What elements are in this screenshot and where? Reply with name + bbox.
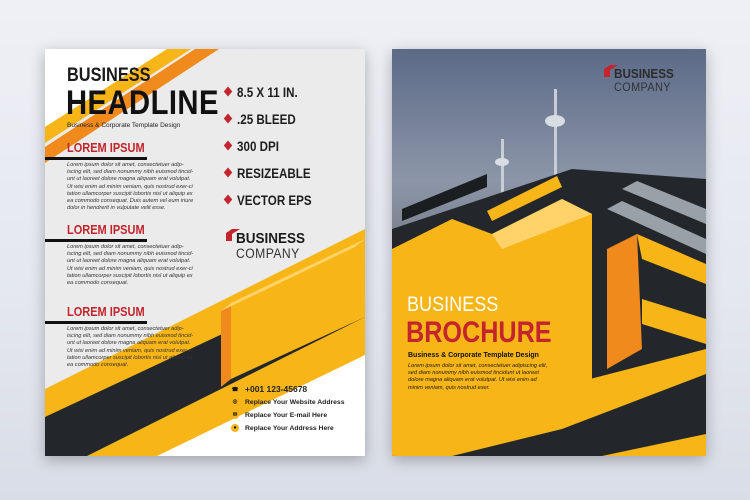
section-title-3: LOREM IPSUM — [67, 305, 145, 319]
headline-top: BUSINESS — [67, 65, 151, 86]
globe-icon: ◎ — [232, 399, 238, 405]
diamond-bullet-icon — [224, 114, 233, 124]
tower-tall-pod — [545, 115, 565, 127]
section-title-2: LOREM IPSUM — [67, 223, 145, 237]
phone-icon: ☎ — [231, 386, 239, 393]
brochure-subhead: Business & Corporate Template Design — [408, 352, 539, 359]
spec-item-bleed: .25 BLEED — [225, 112, 296, 127]
diamond-bullet-icon — [224, 168, 233, 178]
location-icon: ● — [231, 424, 239, 432]
section-rule-2 — [45, 239, 147, 242]
brochure-title-main: BROCHURE — [406, 316, 552, 349]
section-body-3: Lorem ipsum dolor sit amet, consectetuer adip-iscing elit, sed diam nonummy nibh euismod tincid-unt ut laoreet dolore magna aliquam erat volutpat. Ut wisi enim ad minim veniam, quis nostrud exer-ci tation ullamcorper suscipit lobortis nisl ut aliquip ex ea commodo consequat. — [67, 326, 194, 369]
diamond-bullet-icon — [224, 87, 233, 97]
headline-main: HEADLINE — [66, 84, 219, 122]
orange-e-side — [607, 234, 642, 369]
diamond-bullet-icon — [224, 141, 233, 151]
headline-subhead: Business & Corporate Template Design — [67, 122, 181, 129]
spec-item-resizeable: RESIZEABLE — [225, 166, 311, 181]
section-rule-1 — [45, 157, 147, 160]
spec-item-size: 8.5 X 11 IN. — [225, 85, 298, 100]
section-body-1: Lorem ipsum dolor sit amet, consectetuer adip-iscing elit, sed diam nonummy nibh euismod tincid-unt ut laoreet dolore magna aliquam erat volutpat. Ut wisi enim ad minim veniam, quis nostrud exer-ci tation ullamcorper suscipit lobortis nisl ut aliquip ex ea commodo consequat. Duis autem vel eum iriure dolor in hendrerit in vulputate velit esse. — [67, 162, 194, 212]
brochure-body: Lorem ipsum dolor sit amet, consectetuer adipiscing elit, sed diam nonummy nibh euismod tincidunt ut laoreet dolore magna aliquam erat volutpat. Ut wisi enim ad minim veniam, quis nostrud exer. — [408, 363, 548, 391]
right-logo-company: COMPANY — [614, 80, 671, 94]
contact-address: ● Replace Your Address Here — [231, 424, 334, 432]
section-body-2: Lorem ipsum dolor sit amet, consectetuer adip-iscing elit, sed diam nonummy nibh euismod tincid-unt ut laoreet dolore magna aliquam erat volutpat. Ut wisi enim ad minim veniam, quis nostrud exer-ci tation ullamcorper suscipit lobortis nisl ut aliquip ex ea commodo consequat. — [67, 244, 194, 287]
logo-business: BUSINESS — [236, 230, 306, 247]
left-brochure-page — [45, 49, 365, 456]
right-logo-business: BUSINESS — [614, 66, 674, 81]
spec-item-vector: VECTOR EPS — [225, 193, 312, 208]
contact-website: ◎ Replace Your Website Address — [232, 398, 345, 406]
section-title-1: LOREM IPSUM — [67, 141, 145, 155]
brochure-title-top: BUSINESS — [407, 293, 499, 316]
section-rule-3 — [45, 321, 147, 324]
right-brochure-page — [392, 49, 706, 456]
contact-phone: ☎ +001 123-45678 — [231, 384, 308, 394]
right-page-graphics — [392, 49, 706, 456]
bar3d-side — [221, 303, 231, 387]
spec-item-dpi: 300 DPI — [225, 139, 279, 154]
logo-company: COMPANY — [236, 246, 300, 261]
tower-short-pod — [495, 158, 509, 166]
diamond-bullet-icon — [224, 195, 233, 205]
mail-icon: ✉ — [232, 412, 238, 418]
contact-email: ✉ Replace Your E-mail Here — [232, 411, 328, 419]
